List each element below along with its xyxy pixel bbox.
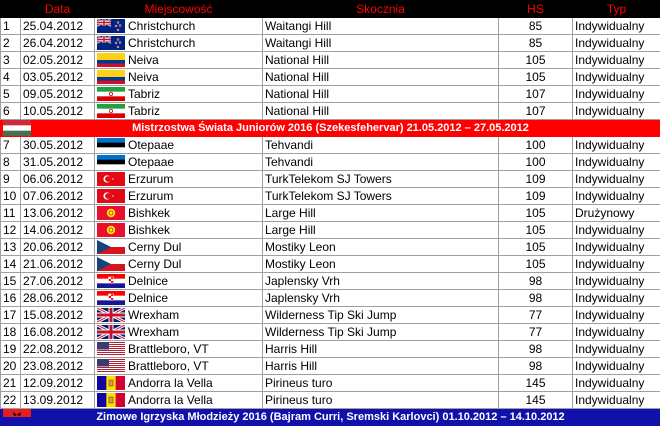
row-hs: 109	[499, 171, 573, 188]
row-venue	[95, 256, 263, 273]
venue-name: Brattleboro, VT	[128, 341, 209, 357]
row-venue	[95, 18, 263, 35]
table-row	[1, 239, 660, 256]
croatia-flag-icon	[97, 291, 125, 305]
row-type: Indywidualny	[573, 103, 660, 120]
row-venue	[95, 358, 263, 375]
row-date: 14.06.2012	[21, 222, 95, 239]
venue-name: Tabriz	[128, 86, 160, 102]
row-type: Indywidualny	[573, 171, 660, 188]
row-venue	[95, 171, 263, 188]
row-date: 23.08.2012	[21, 358, 95, 375]
row-type: Indywidualny	[573, 307, 660, 324]
row-hill: Large Hill	[263, 205, 499, 222]
row-hill: Waitangi Hill	[263, 18, 499, 35]
row-hill: National Hill	[263, 103, 499, 120]
table-row	[1, 290, 660, 307]
row-venue	[95, 154, 263, 171]
row-number: 11	[1, 205, 21, 222]
row-venue	[95, 375, 263, 392]
table-row	[1, 154, 660, 171]
header-date: Data	[21, 1, 95, 18]
row-hs: 98	[499, 273, 573, 290]
venue-name: Delnice	[128, 290, 168, 306]
row-date: 13.09.2012	[21, 392, 95, 409]
row-type: Indywidualny	[573, 273, 660, 290]
row-date: 06.06.2012	[21, 171, 95, 188]
row-venue	[95, 273, 263, 290]
venue-name: Delnice	[128, 273, 168, 289]
row-date: 07.06.2012	[21, 188, 95, 205]
row-hill: Harris Hill	[263, 358, 499, 375]
row-number: 5	[1, 86, 21, 103]
row-hs: 145	[499, 375, 573, 392]
venue-name: Bishkek	[128, 205, 170, 221]
row-type: Indywidualny	[573, 154, 660, 171]
colombia-flag-icon	[97, 53, 125, 67]
row-hs: 105	[499, 52, 573, 69]
row-number: 9	[1, 171, 21, 188]
venue-name: Neiva	[128, 69, 159, 85]
row-type: Indywidualny	[573, 18, 660, 35]
row-hill: Tehvandi	[263, 154, 499, 171]
venue-name: Bishkek	[128, 222, 170, 238]
header-hill: Skocznia	[263, 1, 499, 18]
row-hill: Waitangi Hill	[263, 35, 499, 52]
row-type: Indywidualny	[573, 290, 660, 307]
row-number: 19	[1, 341, 21, 358]
row-hill: National Hill	[263, 86, 499, 103]
row-type: Indywidualny	[573, 69, 660, 86]
row-number: 18	[1, 324, 21, 341]
czech-flag-icon	[97, 240, 125, 254]
row-date: 25.04.2012	[21, 18, 95, 35]
table-row	[1, 392, 660, 409]
row-type: Indywidualny	[573, 137, 660, 154]
event-title: Mistrzostwa Świata Juniorów 2016 (Szekesfehervar) 21.05.2012 – 27.05.2012	[132, 120, 529, 136]
kyrgyzstan-flag-icon	[97, 223, 125, 237]
row-number: 20	[1, 358, 21, 375]
row-hs: 107	[499, 103, 573, 120]
andorra-flag-icon	[97, 393, 125, 407]
row-type: Indywidualny	[573, 392, 660, 409]
table-row	[1, 86, 660, 103]
row-number: 7	[1, 137, 21, 154]
header-type: Typ	[573, 1, 660, 18]
row-venue	[95, 137, 263, 154]
row-venue	[95, 69, 263, 86]
row-number: 4	[1, 69, 21, 86]
row-hill: Pirineus turo	[263, 375, 499, 392]
estonia-flag-icon	[97, 155, 125, 169]
kyrgyzstan-flag-icon	[97, 206, 125, 220]
iran-flag-icon	[97, 104, 125, 118]
row-venue	[95, 188, 263, 205]
row-hill: Wilderness Tip Ski Jump	[263, 324, 499, 341]
row-venue	[95, 392, 263, 409]
header-venue: Miejscowość	[95, 1, 263, 18]
row-date: 15.08.2012	[21, 307, 95, 324]
table-row	[1, 171, 660, 188]
venue-name: Erzurum	[128, 171, 173, 187]
row-date: 27.06.2012	[21, 273, 95, 290]
row-number: 6	[1, 103, 21, 120]
row-hill: Pirineus turo	[263, 392, 499, 409]
row-date: 09.05.2012	[21, 86, 95, 103]
row-venue	[95, 324, 263, 341]
row-venue	[95, 307, 263, 324]
row-number: 3	[1, 52, 21, 69]
venue-name: Neiva	[128, 52, 159, 68]
event-banner-row	[1, 409, 660, 426]
table-row	[1, 273, 660, 290]
table-row	[1, 35, 660, 52]
event-banner	[1, 409, 660, 426]
row-type: Indywidualny	[573, 358, 660, 375]
table-row	[1, 18, 660, 35]
row-number: 14	[1, 256, 21, 273]
row-venue	[95, 341, 263, 358]
row-number: 13	[1, 239, 21, 256]
event-banner	[1, 120, 660, 137]
row-type: Indywidualny	[573, 341, 660, 358]
row-hill: Tehvandi	[263, 137, 499, 154]
row-venue	[95, 222, 263, 239]
table-row	[1, 205, 660, 222]
row-hill: TurkTelekom SJ Towers	[263, 171, 499, 188]
row-venue	[95, 205, 263, 222]
row-number: 17	[1, 307, 21, 324]
usa-flag-icon	[97, 359, 125, 373]
row-date: 02.05.2012	[21, 52, 95, 69]
table-row	[1, 341, 660, 358]
row-venue	[95, 290, 263, 307]
row-number: 22	[1, 392, 21, 409]
row-number: 21	[1, 375, 21, 392]
row-hill: Wilderness Tip Ski Jump	[263, 307, 499, 324]
table-row	[1, 222, 660, 239]
row-type: Indywidualny	[573, 375, 660, 392]
venue-name: Erzurum	[128, 188, 173, 204]
row-hs: 77	[499, 324, 573, 341]
row-hs: 105	[499, 205, 573, 222]
venue-name: Tabriz	[128, 103, 160, 119]
row-date: 22.08.2012	[21, 341, 95, 358]
uk-flag-icon	[97, 308, 125, 322]
row-hs: 105	[499, 69, 573, 86]
row-hill: Japlensky Vrh	[263, 273, 499, 290]
row-venue	[95, 52, 263, 69]
usa-flag-icon	[97, 342, 125, 356]
row-hs: 98	[499, 341, 573, 358]
nz-flag-icon	[97, 36, 125, 50]
venue-name: Christchurch	[128, 35, 195, 51]
table-row	[1, 69, 660, 86]
row-number: 2	[1, 35, 21, 52]
estonia-flag-icon	[97, 138, 125, 152]
hungary-flag-icon	[3, 120, 31, 137]
header-hs: HS	[499, 1, 573, 18]
iran-flag-icon	[97, 87, 125, 101]
row-type: Drużynowy	[573, 205, 660, 222]
venue-name: Wrexham	[128, 307, 179, 323]
croatia-flag-icon	[97, 274, 125, 288]
turkey-flag-icon	[97, 172, 125, 186]
venue-name: Brattleboro, VT	[128, 358, 209, 374]
row-type: Indywidualny	[573, 239, 660, 256]
row-number: 8	[1, 154, 21, 171]
event-title: Zimowe Igrzyska Młodzieży 2016 (Bajram Curri, Sremski Karlovci) 01.10.2012 – 14.10.2012	[96, 409, 564, 425]
row-number: 12	[1, 222, 21, 239]
row-date: 03.05.2012	[21, 69, 95, 86]
row-hill: National Hill	[263, 69, 499, 86]
venue-name: Cerny Dul	[128, 239, 181, 255]
table-row	[1, 188, 660, 205]
venue-name: Otepaae	[128, 154, 174, 170]
row-date: 31.05.2012	[21, 154, 95, 171]
row-date: 26.04.2012	[21, 35, 95, 52]
row-venue	[95, 86, 263, 103]
row-number: 10	[1, 188, 21, 205]
row-hs: 145	[499, 392, 573, 409]
table-row	[1, 137, 660, 154]
row-venue	[95, 239, 263, 256]
row-hs: 107	[499, 86, 573, 103]
header-row	[1, 1, 660, 18]
row-date: 13.06.2012	[21, 205, 95, 222]
row-hs: 105	[499, 239, 573, 256]
venue-name: Andorra la Vella	[128, 375, 213, 391]
row-hs: 100	[499, 137, 573, 154]
venue-name: Cerny Dul	[128, 256, 181, 272]
table-row	[1, 52, 660, 69]
table-row	[1, 358, 660, 375]
row-number: 15	[1, 273, 21, 290]
row-hs: 85	[499, 35, 573, 52]
row-hs: 98	[499, 290, 573, 307]
andorra-flag-icon	[97, 376, 125, 390]
row-type: Indywidualny	[573, 188, 660, 205]
row-type: Indywidualny	[573, 86, 660, 103]
row-type: Indywidualny	[573, 324, 660, 341]
row-type: Indywidualny	[573, 222, 660, 239]
row-hill: National Hill	[263, 52, 499, 69]
row-hs: 105	[499, 256, 573, 273]
venue-name: Andorra la Vella	[128, 392, 213, 408]
venue-name: Wrexham	[128, 324, 179, 340]
venue-name: Christchurch	[128, 18, 195, 34]
row-hs: 105	[499, 222, 573, 239]
row-date: 10.05.2012	[21, 103, 95, 120]
turkey-flag-icon	[97, 189, 125, 203]
row-venue	[95, 35, 263, 52]
row-hs: 77	[499, 307, 573, 324]
header-number	[1, 1, 21, 18]
row-date: 30.05.2012	[21, 137, 95, 154]
row-hill: Mostiky Leon	[263, 256, 499, 273]
venue-name: Otepaae	[128, 137, 174, 153]
row-hs: 98	[499, 358, 573, 375]
table-row	[1, 307, 660, 324]
czech-flag-icon	[97, 257, 125, 271]
row-date: 21.06.2012	[21, 256, 95, 273]
uk-flag-icon	[97, 325, 125, 339]
row-type: Indywidualny	[573, 35, 660, 52]
nz-flag-icon	[97, 19, 125, 33]
row-hill: Large Hill	[263, 222, 499, 239]
row-hill: Mostiky Leon	[263, 239, 499, 256]
row-date: 12.09.2012	[21, 375, 95, 392]
table-row	[1, 375, 660, 392]
schedule-body	[1, 18, 660, 426]
event-banner-row	[1, 120, 660, 137]
row-hill: Harris Hill	[263, 341, 499, 358]
row-type: Indywidualny	[573, 52, 660, 69]
row-date: 28.06.2012	[21, 290, 95, 307]
row-number: 1	[1, 18, 21, 35]
row-hs: 100	[499, 154, 573, 171]
row-number: 16	[1, 290, 21, 307]
albania-flag-icon	[3, 409, 31, 426]
table-row	[1, 256, 660, 273]
colombia-flag-icon	[97, 70, 125, 84]
row-type: Indywidualny	[573, 256, 660, 273]
row-date: 20.06.2012	[21, 239, 95, 256]
row-date: 16.08.2012	[21, 324, 95, 341]
row-hill: TurkTelekom SJ Towers	[263, 188, 499, 205]
row-hill: Japlensky Vrh	[263, 290, 499, 307]
table-row	[1, 103, 660, 120]
table-row	[1, 324, 660, 341]
row-hs: 85	[499, 18, 573, 35]
row-hs: 109	[499, 188, 573, 205]
row-venue	[95, 103, 263, 120]
